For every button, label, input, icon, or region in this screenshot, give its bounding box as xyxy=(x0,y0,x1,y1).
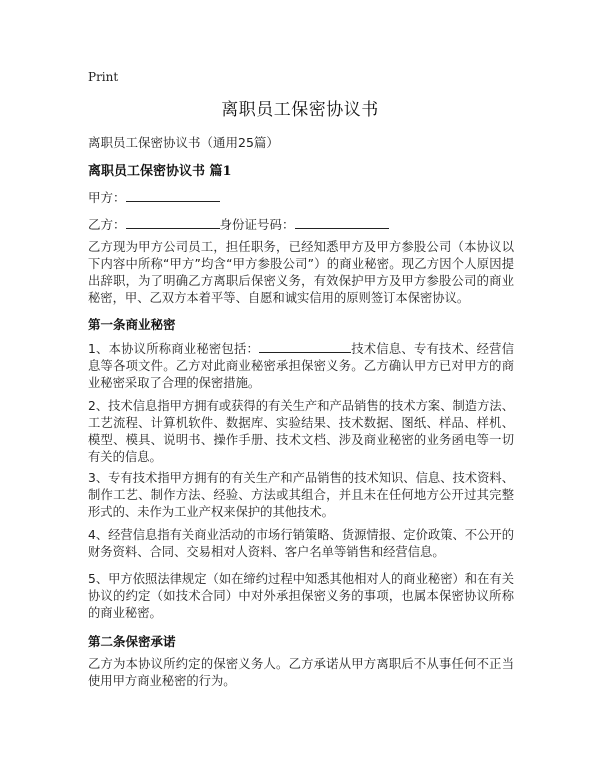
party-b-line xyxy=(88,215,389,233)
article-2-title: 第二条保密承诺 xyxy=(88,634,176,649)
party-b-label: 乙方： xyxy=(88,217,126,232)
party-b-blank xyxy=(126,215,220,229)
intro-paragraph: 乙方现为甲方公司员工，担任职务，已经知悉甲方及甲方参股公司（本协议以下内容中所称“甲方”均含“甲方参股公司”）的商业秘密。现乙方因个人原因提出辞职，为了明确乙方离职后保密义务，有效保护甲方及甲方参股公司的商业秘密，甲、乙双方本着平等、自愿和诚实信用的原则签订本保密协议。 xyxy=(88,240,514,305)
print-link[interactable]: Print xyxy=(88,70,119,84)
clause-1-suffix: 技术信息、专有技术、经营信息等各项文件。乙方对此商业秘密承担保密义务。乙方确认甲方已对甲方的商业秘密采取了合理的保密措施。 xyxy=(88,342,514,390)
clause-4: 4、经营信息指有关商业活动的市场行销策略、货源情报、定价政策、不公开的财务资料、合同、交易相对人资料、客户名单等销售和经营信息。 xyxy=(88,528,514,559)
party-a-line xyxy=(88,188,220,206)
clause-3: 3、专有技术指甲方拥有的有关生产和产品销售的技术知识、信息、技术资料、制作工艺、制作方法、经验、方法或其组合，并且未在任何地方公开过其完整形式的、未作为工业产权来保护的其他技术。 xyxy=(88,471,514,519)
clause-5: 5、甲方依照法律规定（如在缔约过程中知悉其他相对人的商业秘密）和在有关协议的约定（如技术合同）中对外承担保密义务的事项，也属本保密协议所称的商业秘密。 xyxy=(88,572,514,620)
agreement-heading: 离职员工保密协议书 篇1 xyxy=(88,164,232,179)
id-number-label: 身份证号码： xyxy=(219,217,295,232)
article-1-title: 第一条商业秘密 xyxy=(88,317,176,332)
clause-1-blank xyxy=(259,339,351,353)
clause-1 xyxy=(88,339,514,392)
clause-1-prefix: 1、本协议所称商业秘密包括： xyxy=(88,342,260,356)
clause-2: 2、技术信息指甲方拥有或获得的有关生产和产品销售的技术方案、制造方法、工艺流程、计算机软件、数据库、实验结果、技术数据、图纸、样品、样机、模型、模具、说明书、操作手册、技术文档、涉及商业秘密的业务函电等一切有关的信息。 xyxy=(88,399,514,464)
document-title: 离职员工保密协议书 xyxy=(221,100,379,120)
article-2-text: 乙方为本协议所约定的保密义务人。乙方承诺从甲方离职后不从事任何不正当使用甲方商业秘密的行为。 xyxy=(88,657,514,688)
document-subtitle: 离职员工保密协议书（通用25篇） xyxy=(88,135,279,150)
party-a-label: 甲方： xyxy=(88,190,126,205)
party-a-blank xyxy=(126,188,220,202)
id-number-blank xyxy=(295,215,389,229)
